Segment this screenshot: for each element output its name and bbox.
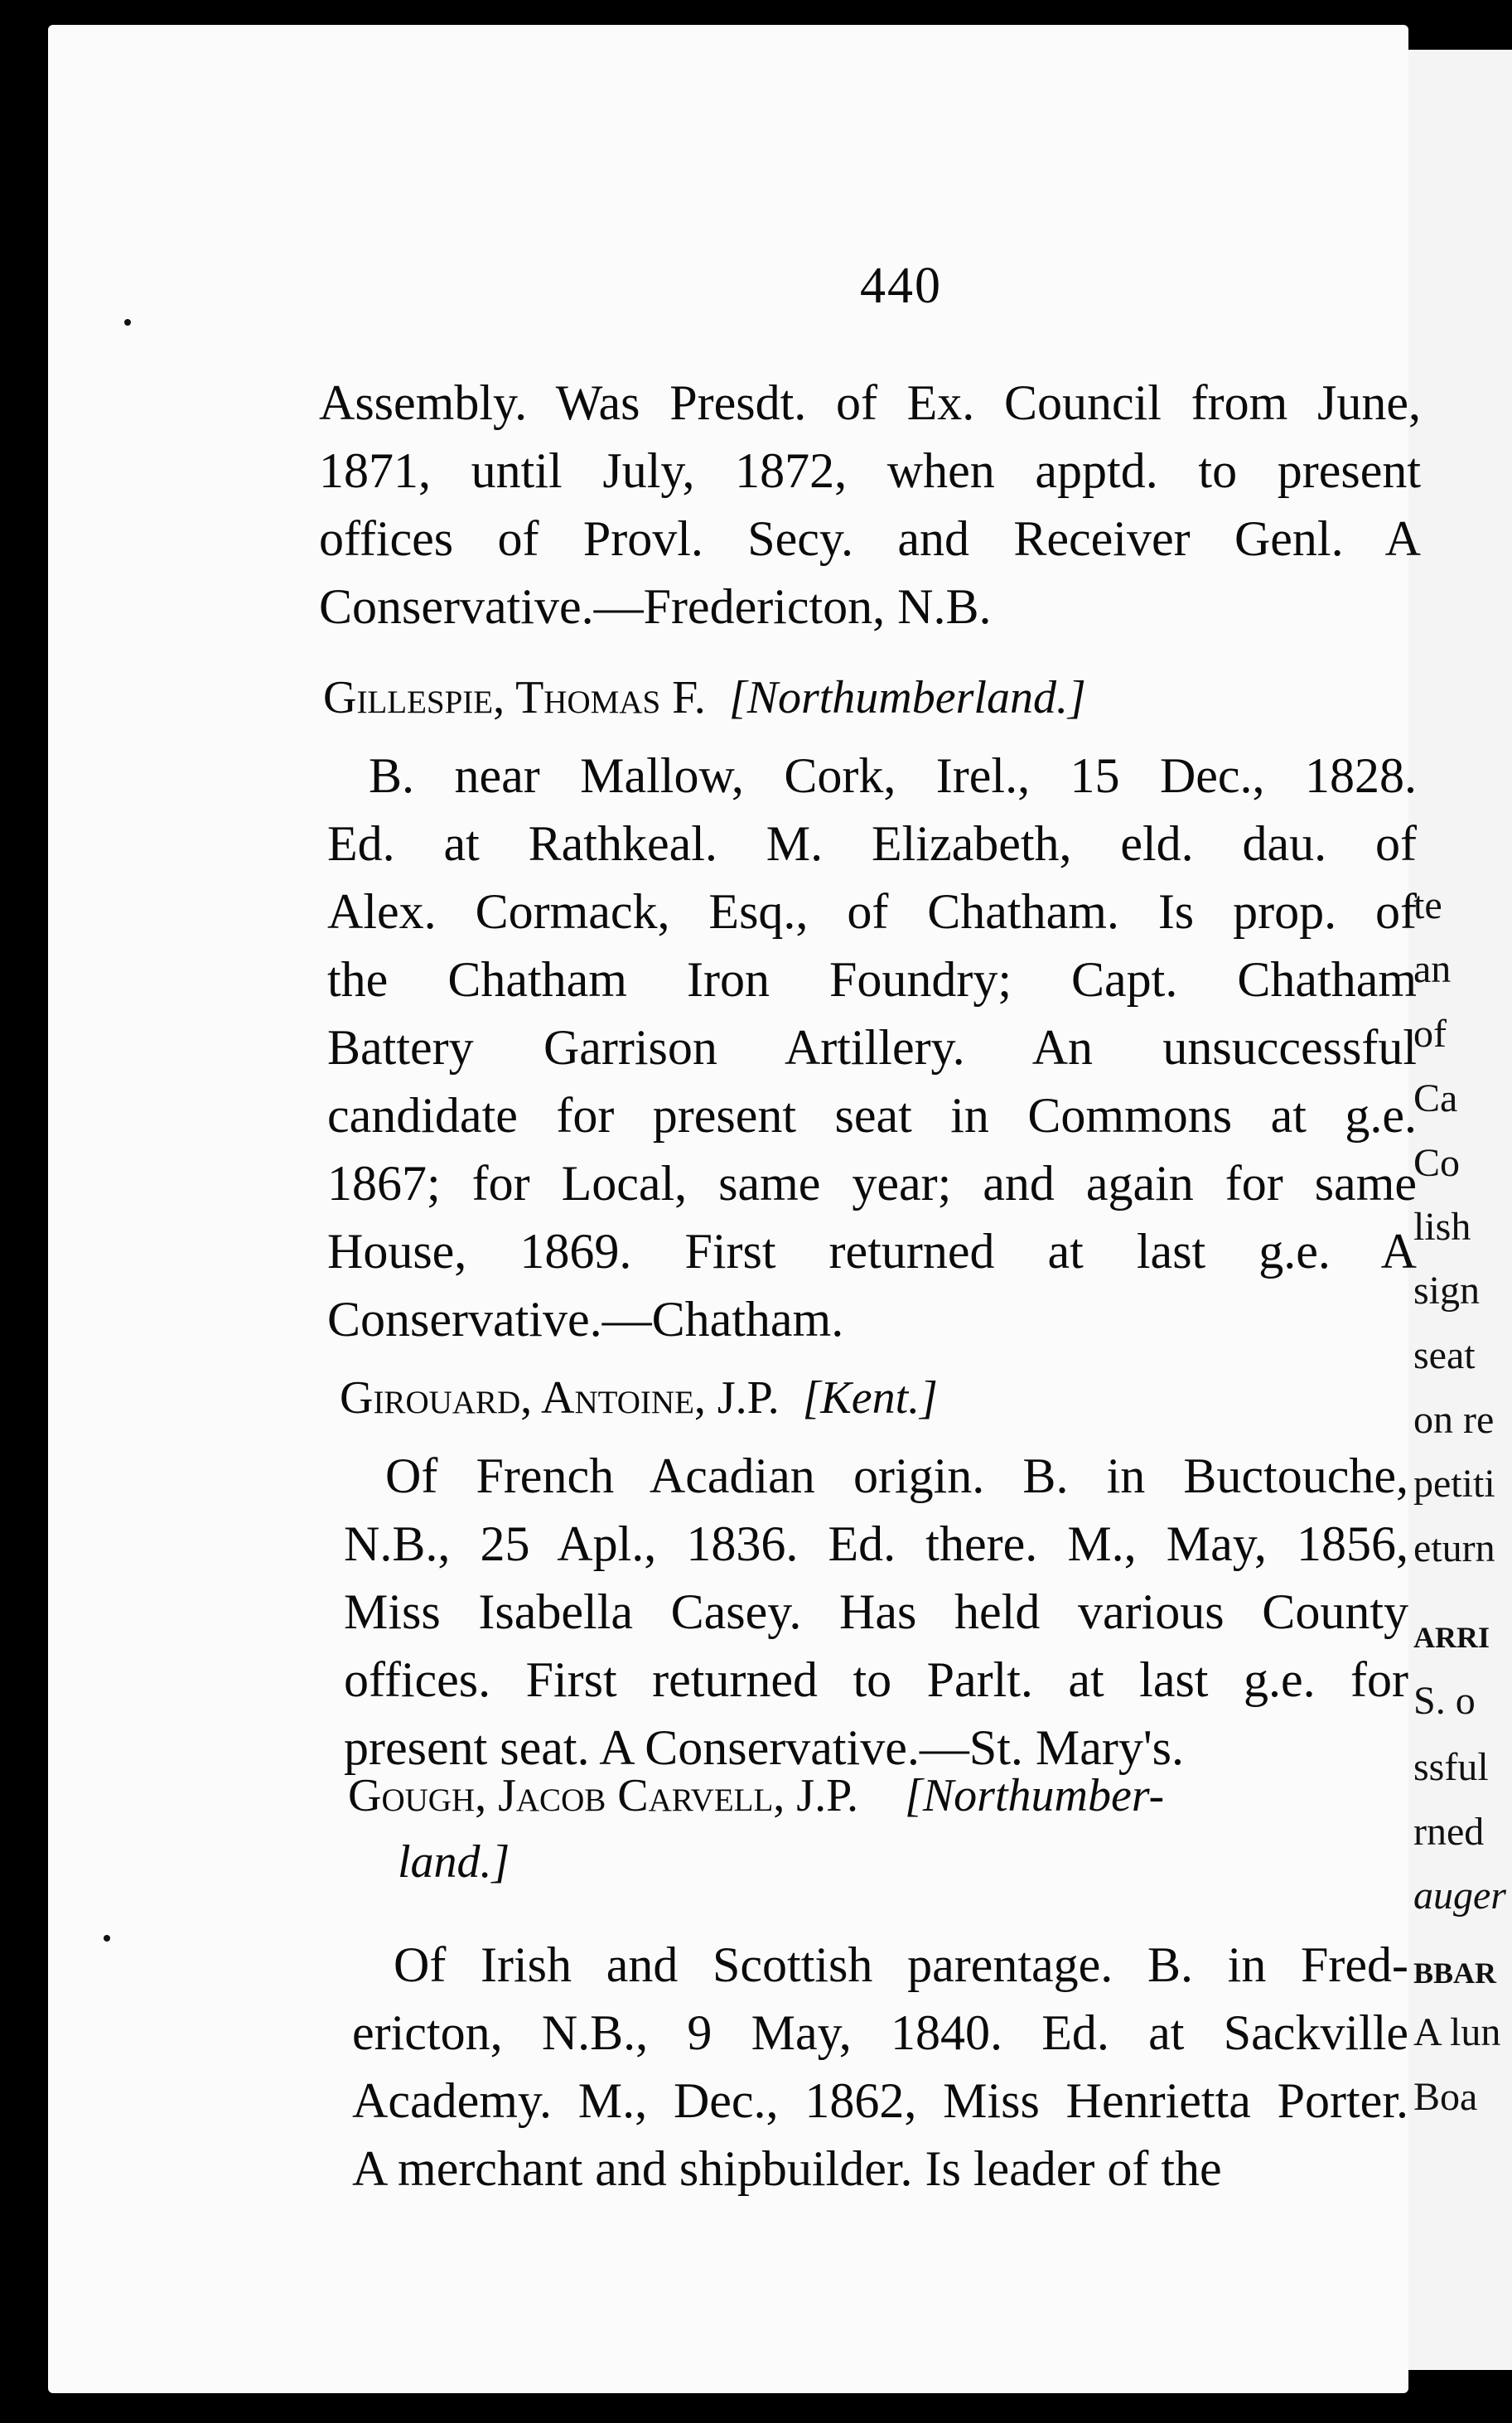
fragment: lish [1413,1205,1471,1249]
text-line: offices of Provl. Secy. and Receiver Genl. A [319,511,1421,566]
text-line: Conservative.—Chatham. [327,1292,844,1347]
text-line: present seat. A Conservative.—St. Mary's. [344,1720,1184,1775]
fragment: auger [1413,1874,1506,1918]
entry-heading-continuation [398,1835,510,1889]
fragment: ssful [1413,1745,1489,1789]
fragment: eturn [1413,1526,1495,1570]
fragment: te [1413,883,1442,927]
entry-body [352,1931,1408,2203]
text-line: ericton, N.B., 9 May, 1840. Ed. at Sackville [352,2005,1408,2060]
fragment: A lun [1413,2010,1501,2054]
fragment: ARRI [1413,1621,1490,1654]
entry-name: Gillespie, Thomas F. [323,672,706,723]
entry-constituency-continuation: land.] [398,1836,510,1888]
text-line: Miss Isabella Casey. Has held various County [344,1584,1408,1639]
text-line: Academy. M., Dec., 1862, Miss Henrietta Porter. [352,2073,1408,2128]
fragment: Boa [1413,2075,1478,2119]
text-line: B. near Mallow, Cork, Irel., 15 Dec., 1828. [369,748,1417,803]
text-line: the Chatham Iron Foundry; Capt. Chatham [327,952,1417,1007]
page-number: 440 [860,258,942,314]
entry-constituency: [Kent.] [802,1372,938,1424]
entry-body [344,1442,1408,1782]
adjacent-page-edge [1408,50,1512,2370]
fragment: rned [1413,1810,1485,1854]
fragment: Co [1413,1141,1461,1185]
entry-name: Gough, Jacob Carvell, J.P. [348,1770,859,1821]
entry-heading [348,1769,1164,1822]
text-line: House, 1869. First returned at last g.e. A [327,1224,1417,1279]
text-line: Of French Acadian origin. B. in Buctouche, [385,1448,1408,1503]
text-line: offices. First returned to Parlt. at last g.e. for [344,1652,1408,1707]
fragment: an [1413,947,1452,991]
scan-speck [104,1935,110,1942]
entry-constituency: [Northumber- [905,1770,1165,1821]
entry-constituency: [Northumberland.] [728,672,1086,723]
text-line: A merchant and shipbuilder. Is leader of the [352,2141,1222,2196]
entry-heading [323,671,1086,724]
text-line: 1871, until July, 1872, when apptd. to present [319,443,1421,498]
fragment: Ca [1413,1076,1458,1120]
text-line: 1867; for Local, same year; and again for same [327,1156,1417,1211]
entry-body [327,742,1417,1353]
fragment: BBAR [1413,1956,1497,1990]
text-line: Alex. Cormack, Esq., of Chatham. Is prop. of [327,884,1417,939]
fragment: seat [1413,1333,1476,1377]
text-line: Ed. at Rathkeal. M. Elizabeth, eld. dau. of [327,816,1417,871]
fragment: petiti [1413,1462,1495,1506]
text-line: Of Irish and Scottish parentage. B. in Fred- [394,1937,1408,1992]
text-line: candidate for present seat in Commons at g.e. [327,1088,1417,1143]
fragment: S. o [1413,1679,1476,1723]
fragment: of [1413,1012,1447,1056]
scan-speck [124,319,131,326]
fragment: on re [1413,1398,1495,1442]
text-line: N.B., 25 Apl., 1836. Ed. there. M., May, 1856, [344,1516,1408,1571]
continued-entry [319,369,1421,641]
text-line: Battery Garrison Artillery. An unsuccessful [327,1020,1417,1075]
entry-heading [340,1371,938,1424]
fragment: sign [1413,1269,1481,1313]
entry-name: Girouard, Antoine, J.P. [340,1372,780,1424]
text-line: Conservative.—Fredericton, N.B. [319,579,992,634]
text-line: Assembly. Was Presdt. of Ex. Council from June, [319,375,1421,430]
